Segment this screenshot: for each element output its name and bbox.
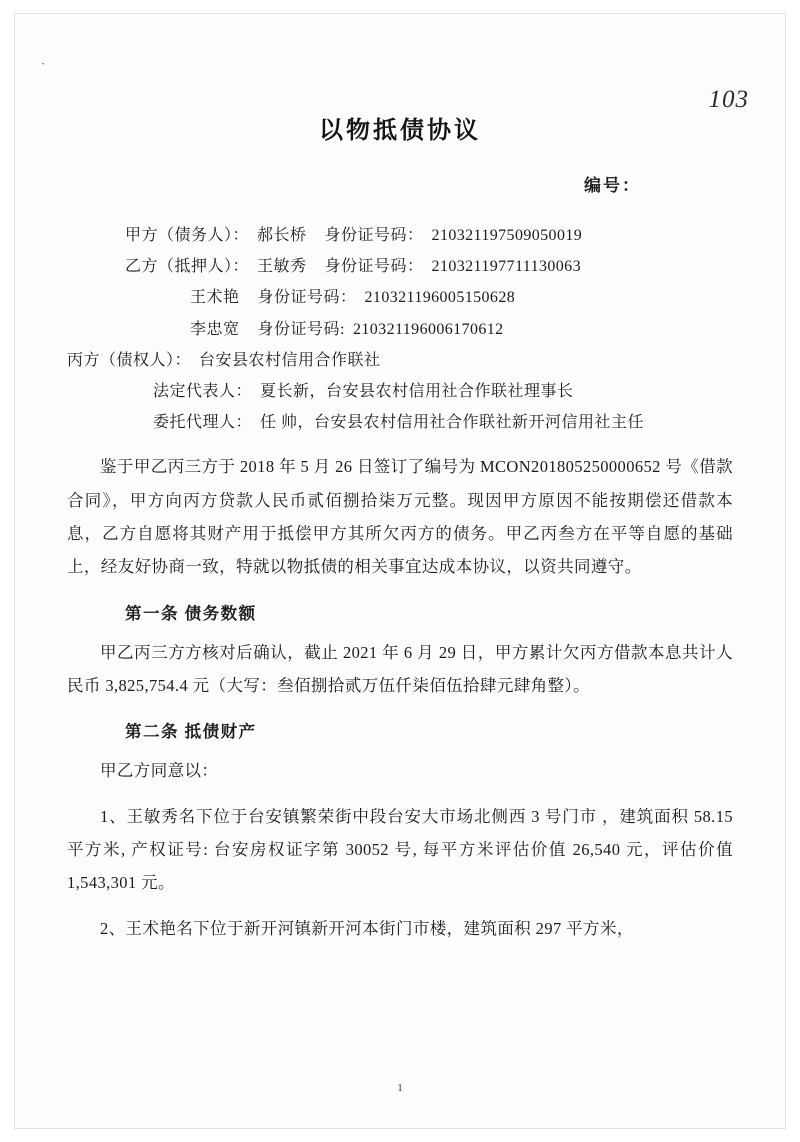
section-2-item-1: 1、王敏秀名下位于台安镇繁荣街中段台安大市场北侧西 3 号门市 ，建筑面积 58.15 平方米, 产权证号: 台安房权证字第 30052 号, 每平方米评估价值 26,540 元，评估价值 1,543,301 元。 xyxy=(67,806,733,893)
party-id-label: 身份证号码： xyxy=(324,258,424,276)
section-1-paragraph-1: 甲乙丙三方方核对后确认，截止 2021 年 6 月 29 日，甲方累计欠丙方借款本息共计人民币 3,825,754.4 元（大写：叁佰捌拾贰万伍仟柒佰伍拾肆元肆角整）。 xyxy=(67,642,733,695)
party-id-number: 210321196005150628 xyxy=(364,289,516,307)
page-number-stamp: 103 xyxy=(708,86,749,113)
party-row xyxy=(67,376,733,407)
party-label: 甲方（债务人）： xyxy=(125,227,250,244)
section-2-item-2: 2、王术艳名下位于新开河镇新开河本街门市楼，建筑面积 297 平方米， xyxy=(100,918,634,938)
party-row xyxy=(67,251,733,282)
party-id-label: 身份证号码: xyxy=(257,320,345,338)
party-name: 郝长桥 xyxy=(257,227,307,244)
party-id-label: 身份证号码： xyxy=(324,227,424,244)
section-2-paragraph-1: 甲乙方同意以： xyxy=(100,761,219,781)
document-body xyxy=(15,14,785,1128)
party-row xyxy=(67,345,733,376)
party-name: 王术艳 xyxy=(190,289,240,307)
serial-number-label: 编号： xyxy=(584,176,641,195)
party-name: 任 帅，台安县农村信用社合作联社新开河信用社主任 xyxy=(260,414,645,432)
party-id-label: 身份证号码： xyxy=(257,289,357,307)
party-label: 法定代表人： xyxy=(153,382,253,400)
party-id-number: 210321197509050019 xyxy=(431,227,583,244)
party-row xyxy=(67,220,733,251)
party-name: 王敏秀 xyxy=(257,258,307,276)
party-name: 李忠宽 xyxy=(190,320,240,338)
scanned-document-image xyxy=(14,13,786,1129)
corner-mark: · xyxy=(41,56,46,71)
party-row xyxy=(67,282,733,313)
preamble-paragraph: 鉴于甲乙丙三方于 2018 年 5 月 26 日签订了编号为 MCON201805250000652 号《借款合同》，甲方向丙方贷款人民币贰佰捌拾柒万元整。现因甲方原因不能按期偿还借款本息，乙方自愿将其财产用于抵偿甲方其所欠丙方的债务。甲乙丙叁方在平等自愿的基础上，经友好协商一致，特就以物抵债的相关事宜达成本协议，以资共同遵守。 xyxy=(67,457,733,577)
party-list xyxy=(67,220,733,438)
section-heading-2: 第二条 抵债财产 xyxy=(125,722,257,742)
party-name: 夏长新，台安县农村信用社合作联社理事长 xyxy=(260,382,574,400)
party-label: 委托代理人： xyxy=(153,414,253,432)
party-label: 丙方（债权人）： xyxy=(67,351,192,369)
footer-page-number: 1 xyxy=(397,1082,403,1094)
party-id-number: 210321197711130063 xyxy=(431,258,581,276)
party-name: 台安县农村信用合作联社 xyxy=(199,351,381,369)
party-id-number: 210321196006170612 xyxy=(352,320,504,338)
party-row xyxy=(67,407,733,438)
party-row xyxy=(67,314,733,345)
page-title: 以物抵债协议 xyxy=(319,118,481,144)
section-heading-1: 第一条 债务数额 xyxy=(125,603,257,623)
party-label: 乙方（抵押人）： xyxy=(125,258,250,276)
